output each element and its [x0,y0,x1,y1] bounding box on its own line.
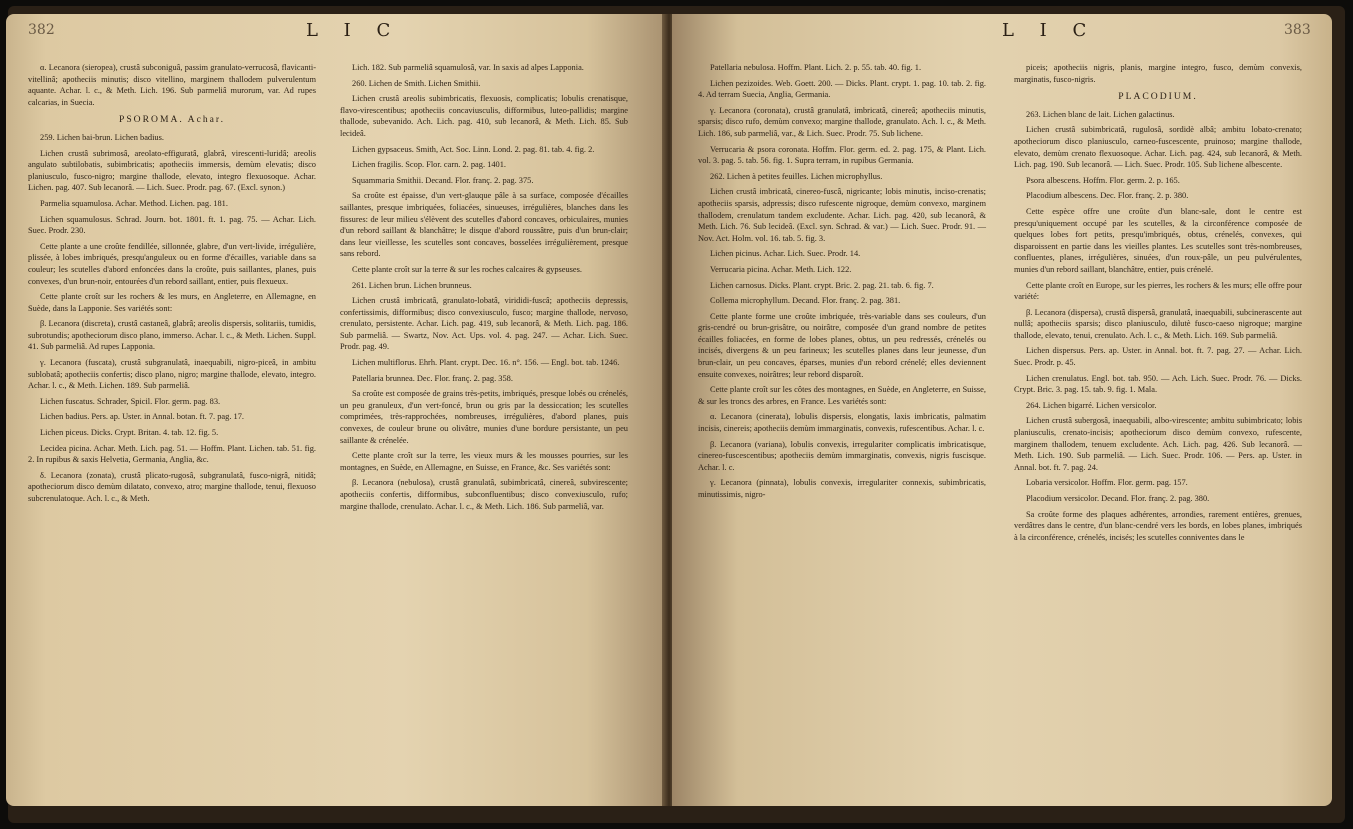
entry-heading: 259. Lichen bai-brun. Lichen badius. [40,132,164,142]
paragraph: Lichen dispersus. Pers. ap. Uster. in Annal. bot. ft. 7. pag. 27. — Achar. Lich. Suec. Prodr. p. 45. [1014,346,1302,368]
genus-heading: PSOROMA. Achar. [119,114,225,126]
text-column-left [698,62,986,505]
paragraph: Lichen carnosus. Dicks. Plant. crypt. Bric. 2. pag. 21. tab. 6. fig. 7. [710,280,934,290]
left-page [6,14,666,806]
paragraph: Lichen badius. Pers. ap. Uster. in Annal. botan. ft. 7. pag. 17. [40,412,244,422]
paragraph: Lichen crustâ subimbricatâ, rugulosâ, sordidè albâ; ambitu lobato-crenato; apotheciorum disco planiusculo, carneo-fuscescente, pruinoso; margine thallode, elevato, demùm crenato flexuosoque. Achar. Lich. pag. 424, sub lecanorâ, & Meth. Lich. pag. 190. Sub lecanorâ. — Lich. Suec. Prodr. 105. Sub lichene albescente. [1014,125,1302,170]
paragraph: Lichen fragilis. Scop. Flor. carn. 2. pag. 1401. [352,160,506,170]
paragraph: Lichen crenulatus. Engl. bot. tab. 950. — Ach. Lich. Suec. Prodr. 76. — Dicks. Crypt. Bric. 3. pag. 15. tab. 9. fig. 1. Mala. [1014,373,1302,395]
paragraph: γ. Lecanora (fuscata), crustâ subgranulatâ, inaequabili, nigro-piceâ, in ambitu sublobatâ; apotheciis confertis; disco plano, nigro; margine thallode, elevato, integro. Achar. l. c., & Meth. Lichen. 189. Sub parmeliâ. [28,358,316,391]
paragraph: Lichen crustâ subrimosâ, areolato-effiguratâ, glabrâ, virescenti-luridâ; areolis angulato subtilobatis, subimbricatis; apotheciis immersis, demùm elevatis; disco planiusculo, fusco-nigro; margine thallode, elevato, integro flexuosoque. Achar. Lichen. pag. 407. Sub lecanorâ. — Lich. Suec. Prodr. pag. 67. (Excl. synon.) [28,148,316,193]
running-head: L I C [306,20,401,41]
paragraph: γ. Lecanora (pinnata), lobulis convexis, irregulariter connexis, subimbricatis, minutissimis, nigro- [698,478,986,499]
entry-heading: 261. Lichen brun. Lichen brunneus. [352,280,472,290]
text-column-right [1014,62,1302,547]
paragraph: Lobaria versicolor. Hoffm. Flor. germ. pag. 157. [1026,478,1188,488]
paragraph: γ. Lecanora (coronata), crustâ granulatâ, imbricatâ, cinereâ; apotheciis minutis, sparsis; disco rufo, demùm convexo; margine thallode, granulato. Ach. l. c., & Meth. Lich. 186, sub parmeliâ, var., & Lich. Suec. Prodr. 75. Sub lichene. [698,105,986,138]
paragraph: Cette plante croît sur les rochers & les murs, en Angleterre, en Allemagne, en Suède, dans la Lapponie. Ses variétés sont: [28,292,316,313]
paragraph: Lichen pezizoides. Web. Goett. 200. — Dicks. Plant. crypt. 1. pag. 10. tab. 2. fig. 4. Ad terram Suecia, Anglia, Germania. [698,78,986,100]
paragraph: Lichen piceus. Dicks. Crypt. Britan. 4. tab. 12. fig. 5. [40,428,219,438]
paragraph: Lichen crustâ areolis subimbricatis, flexuosis, complicatis; lobulis crenatisque, flavo-virescentibus; apotheciis concaviusculis, difformibus, luteo-pallidis; margine thallode, subevanido. Ach. Lich. pag. 410, sub lecanorâ, & Meth. Lich. 85. Sub lecideâ. [340,94,628,138]
paragraph: α. Lecanora (sieropea), crustâ subconiguâ, passim granulato-verrucosâ, flavicanti-vitellinâ; apotheciis minutis; disco vitellino, marginem thallodem pulverulentum aquante. Achar. l. c., & Meth. Lich. 196. Sub parmeliâ murorum, var. Ad rupes calcarias, in Suecia. [28,63,316,107]
paragraph: α. Lecanora (cinerata), lobulis dispersis, elongatis, laxis imbricatis, palmatim incisis, cinereis; apotheciis demùm immarginatis, convexis, rufescentibus. Achar. l. c. [698,412,986,434]
paragraph: Cette plante a une croûte fendillée, sillonnée, glabre, d'un vert-livide, irrégulière, plissée, à lobes imbriqués, presqu'anguleux ou en forme d'écailles, variable dans sa couleur; les scutelles d'abord enfoncées dans la croûte, puis saillantes, planes, puis convexes, d'un brun-noir, entourées d'un rebord saillant, entier, puis flexueux. [28,241,316,286]
text-column-left [28,62,316,509]
paragraph: Placodium versicolor. Decand. Flor. franç. 2. pag. 380. [1026,494,1210,503]
entry-heading: 260. Lichen de Smith. Lichen Smithii. [352,78,481,88]
paragraph: Cette espèce offre une croûte d'un blanc-sale, dont le centre est presqu'uniquement occupé par les scutelles, & la circonférence composée de quelques lobes fort petits, presqu'imbriqués, obtus, crénelés, convexes, qui disparoissent en partie dans les vieilles plantes. Les scutelles sont très-nombreuses, confluentes, planes, irrégulières, sinuées, d'un roux-pâle, un peu pulvérulentes, munies d'un rebord saillant, blanchâtre, entier, puis crénelé. [1014,206,1302,274]
paragraph: Squammaria Smithii. Decand. Flor. franç. 2. pag. 375. [352,175,534,185]
paragraph: Verrucaria picina. Achar. Meth. Lich. 122. [710,264,852,274]
paragraph: Patellaria brunnea. Dec. Flor. franç. 2. pag. 358. [352,373,513,383]
page-number: 383 [1284,22,1311,38]
paragraph: Cette plante croît sur la terre, les vieux murs & les mousses pourries, sur les montagnes, en Suède, en Allemagne, en Suisse, en France, &c. Ses variétés sont: [340,451,628,472]
paragraph: Lecidea picina. Achar. Meth. Lich. pag. 51. — Hoffm. Plant. Lichen. tab. 51. fig. 2. In rupibus & saxis Helvetia, Germania, Anglia, &c. [28,443,316,465]
paragraph: Verrucaria & psora coronata. Hoffm. Flor. germ. ed. 2. pag. 175, & Plant. Lich. vol. 3. pag. 5. tab. 56. fig. 1. Supra terram, in rupibus Germania. [698,144,986,166]
paragraph: Lichen crustâ imbricatâ, cinereo-fuscâ, nigricante; lobis minutis, inciso-crenatis; apotheciis sparsis, adpressis; disco rufescente nigroque, demùm convexo, marginem thallodem, crenulatum tandem excludente. Achar. Lich. pag. 420, sub lecanorâ, & Meth. Lich. 76. Sub lecideâ. (Excl. syn. Schrad. & var.) — Lich. Suec. Prodr. 91. — Nov. Act. Holm. vol. 16. tab. 5. fig. 3. [698,187,986,243]
paragraph: Lich. 182. Sub parmeliâ squamulosâ, var. In saxis ad alpes Lapponia. [352,63,584,72]
paragraph: Psora albescens. Hoffm. Flor. germ. 2. p. 165. [1026,175,1180,185]
paragraph: Lichen picinus. Achar. Lich. Suec. Prodr. 14. [710,249,861,259]
paragraph: Lichen fuscatus. Schrader, Spicil. Flor. germ. pag. 83. [40,396,221,406]
paragraph: Collema microphyllum. Decand. Flor. franç. 2. pag. 381. [710,296,901,306]
paragraph: Cette plante forme une croûte imbriquée, très-variable dans ses couleurs, d'un gris-cendré ou brun-grisâtre, ou noirâtre, composée d'un grand nombre de petites écailles foliacées, en forme de lobes planes, obtus, un peu redressés, crénelés ou incisés, divergens & un peu farineux; les scutelles planes dans leur jeunesse, d'un brun-clair, un peu concaves, éparses, munies d'un rebord crénelé; elles deviennent ensuite convexes, noirâtres; leur rebord disparoît. [698,311,986,379]
paragraph: Parmelia squamulosa. Achar. Method. Lichen. pag. 181. [40,198,228,208]
entry-heading: 262. Lichen à petites feuilles. Lichen microphyllus. [710,171,883,181]
paragraph: β. Lecanora (nebulosa), crustâ granulatâ, subimbricatâ, cinereâ, subvirescente; apotheciis confertis, difformibus, subconfluentibus; disco convexiusculo, rufo; margine thallode, crenulato. Achar. l. c., & Meth. Lich. 186. Sub parmeliâ, var. [340,478,628,511]
paragraph: Lichen gypsaceus. Smith, Act. Soc. Linn. Lond. 2. pag. 81. tab. 4. fig. 2. [352,144,595,154]
paragraph: Lichen squamulosus. Schrad. Journ. bot. 1801. ft. 1. pag. 75. — Achar. Lich. Suec. Prodr. 230. [28,214,316,236]
paragraph: β. Lecanora (variana), lobulis convexis, irregulariter complicatis imbricatisque, cinereo-fuscescentibus; apotheciis demùm immarginatis, convexis, nigris fuscisque. Achar. l. c. [698,439,986,472]
paragraph: Sa croûte forme des plaques adhérentes, arrondies, rarement entières, grenues, verdâtres dans le centre, d'un blanc-cendré vers les bords, en lobes planes, imbriqués à la circonférence, crénelés, incisés; les scutelles conniventes dans le [1014,509,1302,542]
paragraph: β. Lecanora (discreta), crustâ castaneâ, glabrâ; areolis dispersis, solitariis, tumidis, subrotundis; apotheciorum disco plano, immerso. Achar. l. c., & Meth. Lichen. Suppl. 41. Sub parmeliâ. Ad rupes Lapponia. [28,319,316,352]
text-column-right [340,62,628,516]
right-page [672,14,1332,806]
page-number: 382 [28,22,55,38]
entry-heading: 264. Lichen bigarré. Lichen versicolor. [1026,400,1157,410]
paragraph: Cette plante croît en Europe, sur les pierres, les rochers & les murs; elle offre pour variété: [1014,280,1302,302]
paragraph: Sa croûte est épaisse, d'un vert-glauque pâle à sa surface, composée d'écailles saillantes, presque imbriquées, foliacées, sinueuses, irrégulières, blanches dans les fissures: de leur milieu s'élèvent des scutelles d'abord concaves, orbiculaires, munies d'un rebord saillant & blanchâtre; le disque d'abord roussâtre, puis d'un brun-clair; dans leur vieillesse, les scutelles sont concaves, bosselées irrégulièrement, presque sans rebord. [340,191,628,259]
entry-heading: 263. Lichen blanc de lait. Lichen galactinus. [1026,109,1175,119]
paragraph: Cette plante croît sur la terre & sur les roches calcaires & gypseuses. [352,264,582,274]
paragraph: Lichen multiflorus. Ehrh. Plant. crypt. Dec. 16. n°. 156. — Engl. bot. tab. 1246. [352,358,620,368]
paragraph: Patellaria nebulosa. Hoffm. Plant. Lich. 2. p. 55. tab. 40. fig. 1. [710,63,922,72]
paragraph: Lichen crustâ subergosâ, inaequabili, albo-virescente; ambitu subimbricato; lobis planiusculis, crenato-incisis; apotheciorum disco demùm convexo, rufescente, marginem thallodem, tenuem excludente. Ach. Lich. pag. 426. Sub lecanorâ. — Meth. Lich. 190. Sub parmeliâ. — Lich. Suec. Prodr. 106. — Pers. ap. Uster. in Annal. bot. ft. 7. pag. 24. [1014,416,1302,472]
paragraph: β. Lecanora (dispersa), crustâ dispersâ, granulatâ, inaequabili, subcinerascente aut nullâ; apotheciis sparsis; disco planiusculo, dilutè fusco-caeso nigroque; margine thallode, elevato, tenui, crenulato. Ach. l. c., & Meth. Lich. 169. Sub parmeliâ. [1014,307,1302,340]
paragraph: Sa croûte est composée de grains très-petits, imbriqués, presque lobés ou crénelés, un peu granuleux, d'un vert-foncé, brun ou gris par la dessiccation; les scutelles comprimées, très-rapprochées, nombreuses, irrégulières, d'abord planes, puis convexes, de couleur brune ou olivâtre, munies d'une bordure persistante, un peu saillante & crénelée. [340,389,628,445]
running-head: L I C [1002,20,1097,41]
paragraph: Lichen crustâ imbricatâ, granulato-lobatâ, virididi-fuscâ; apotheciis depressis, confertissimis, difformibus; disco convexiusculo, fusco; margine thallode, nervoso, crenulato, persistente. Achar. Lich. pag. 419, sub lecanorâ, & Meth. Lich. pag. 186. Sub parmeliâ. — Swartz, Nov. Act. Ups. vol. 4. pag. 247. — Achar. Lich. Suec. Prodr. pag. 49. [340,296,628,352]
paragraph: piceis; apotheciis nigris, planis, margine integro, fusco, demùm convexis, marginatis, fusco-nigris. [1014,63,1302,84]
paragraph: Cette plante croît sur les côtes des montagnes, en Suède, en Angleterre, en Suisse, & sur les troncs des arbres, en France. Les variétés sont: [698,385,986,406]
paragraph: Placodium albescens. Dec. Flor. franç. 2. p. 380. [1026,191,1189,201]
paragraph: δ. Lecanora (zonata), crustâ plicato-rugosâ, subgranulatâ, fusco-nigrâ, nitidâ; apotheciorum disco demùm dilatato, convexo, atro; margine thallode, tenui, flexuoso subcrenulatoque. Ach. l. c., & Meth. [28,470,316,503]
genus-heading: PLACODIUM. [1118,91,1198,103]
